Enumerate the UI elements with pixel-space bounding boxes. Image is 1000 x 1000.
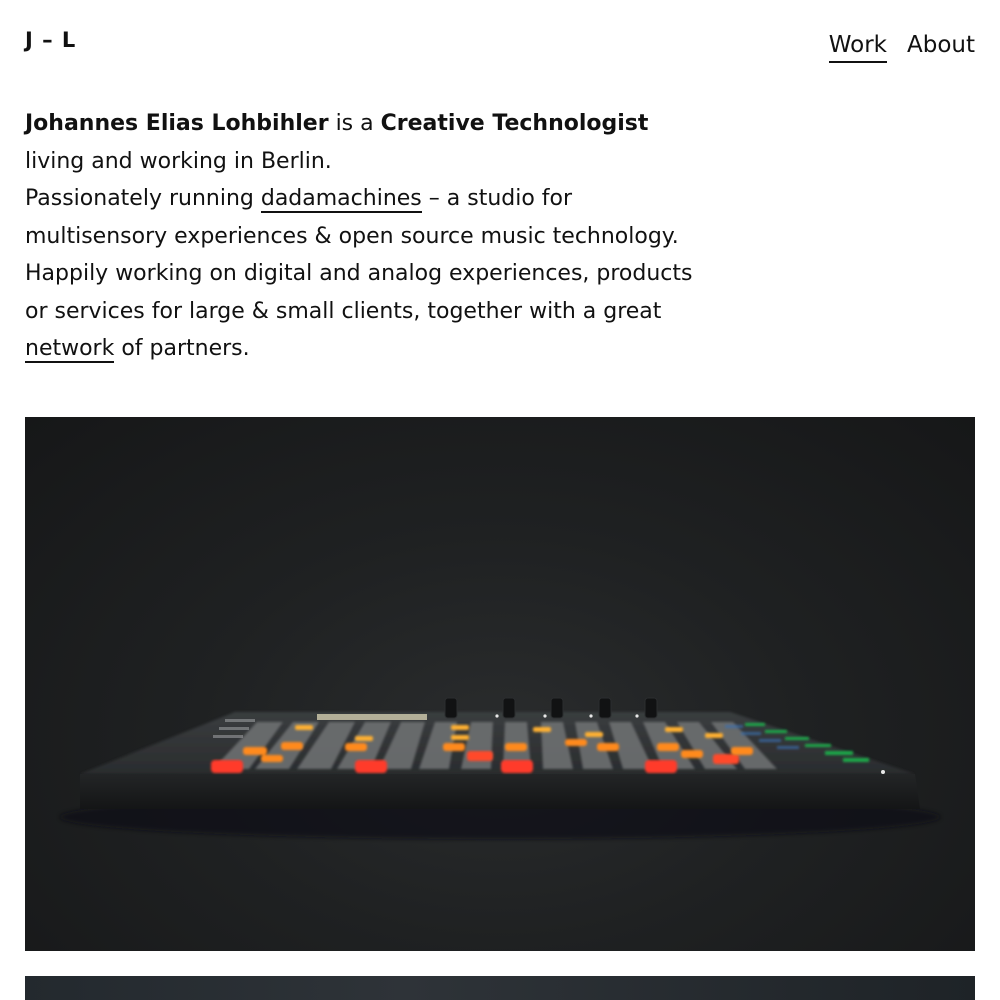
- person-name: Johannes Elias Lohbihler: [25, 111, 329, 136]
- dadamachines-link[interactable]: dadamachines: [260, 186, 422, 211]
- second-project-image[interactable]: [25, 976, 975, 1000]
- intro-studio-suffix: – a studio for: [421, 186, 573, 211]
- nav-work-link[interactable]: Work: [829, 30, 887, 63]
- network-link[interactable]: network: [25, 336, 115, 361]
- music-controller-illustration: [25, 417, 975, 951]
- nav-about-link[interactable]: About: [906, 32, 975, 58]
- person-role: Creative Technologist: [380, 111, 649, 136]
- intro-studio-prefix: Passionately running: [25, 186, 261, 211]
- hero-image[interactable]: [25, 417, 975, 951]
- intro-text: [25, 105, 765, 368]
- site-logo[interactable]: J – L: [25, 28, 77, 52]
- intro-connector: is a: [328, 111, 381, 136]
- main-nav: [829, 30, 975, 63]
- intro-location: living and working in Berlin.: [25, 148, 332, 174]
- intro-work-line-2: or services for large & small clients, together with a great: [25, 298, 662, 324]
- intro-studio-description: multisensory experiences & open source music technology.: [25, 223, 679, 249]
- intro-partners-suffix: of partners.: [114, 336, 250, 361]
- intro-work-line-1: Happily working on digital and analog experiences, products: [25, 261, 693, 286]
